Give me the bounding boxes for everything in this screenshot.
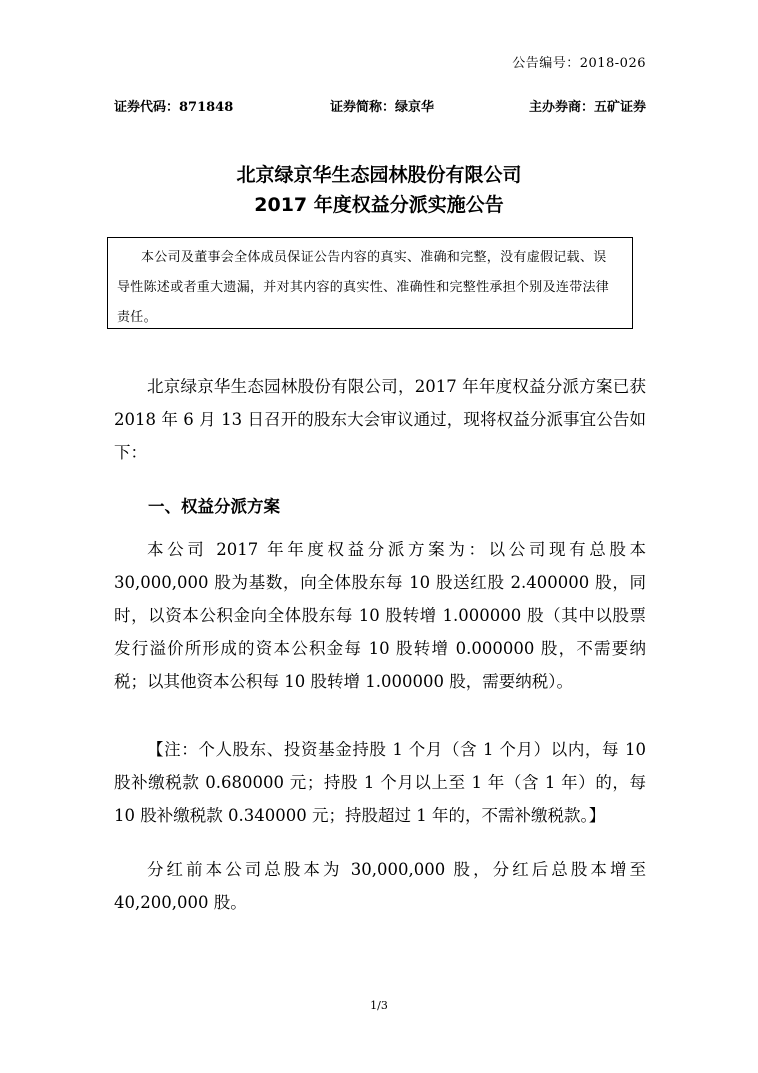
section-heading-dividend-plan: 一、权益分派方案 <box>148 497 280 516</box>
tax-note-paragraph-block <box>114 733 646 832</box>
security-info-row <box>114 96 646 116</box>
tax-note-paragraph: 【注：个人股东、投资基金持股 1 个月（含 1 个月）以内，每 10 股补缴税款 0.680000 元；持股 1 个月以上至 1 年（含 1 年）的，每 10 股补缴税款 0.340000 元；持股超过 1 年的，不需补缴税款。】 <box>114 740 646 825</box>
share-change-paragraph: 分红前本公司总股本为 30,000,000 股，分红后总股本增至 40,200,000 股。 <box>114 860 646 912</box>
security-short-name: 证券简称：绿京华 <box>330 100 435 115</box>
disclaimer-box <box>107 237 633 329</box>
sponsoring-broker: 主办券商：五矿证券 <box>528 100 646 115</box>
page-number: 1/3 <box>370 999 388 1012</box>
announcement-number: 公告编号：2018-026 <box>512 56 646 71</box>
document-title-company: 北京绿京华生态园林股份有限公司 <box>236 164 522 186</box>
document-title-subject: 2017 年度权益分派实施公告 <box>254 194 504 216</box>
disclaimer-text: 本公司及董事会全体成员保证公告内容的真实、准确和完整，没有虚假记载、误导性陈述或者重大遗漏，并对其内容的真实性、准确性和完整性承担个别及连带法律责任。 <box>117 250 610 325</box>
dividend-plan-paragraph-block <box>114 533 646 698</box>
intro-paragraph-block <box>114 370 646 469</box>
dividend-plan-paragraph: 本公司 2017 年年度权益分派方案为：以公司现有总股本 30,000,000 股为基数，向全体股东每 10 股送红股 2.400000 股，同时，以资本公积金向全体股东每 10 股转增 1.000000 股（其中以股票发行溢价所形成的资本公积金每 10 股转增 0.000000 股，不需要纳税；以其他资本公积每 10 股转增 1.000000 股，需要纳税）。 <box>114 540 646 691</box>
share-change-paragraph-block <box>114 853 646 919</box>
security-code: 证券代码：871848 <box>114 100 234 115</box>
intro-paragraph: 北京绿京华生态园林股份有限公司，2017 年年度权益分派方案已获 2018 年 6 月 13 日召开的股东大会审议通过，现将权益分派事宜公告如下： <box>114 377 646 462</box>
